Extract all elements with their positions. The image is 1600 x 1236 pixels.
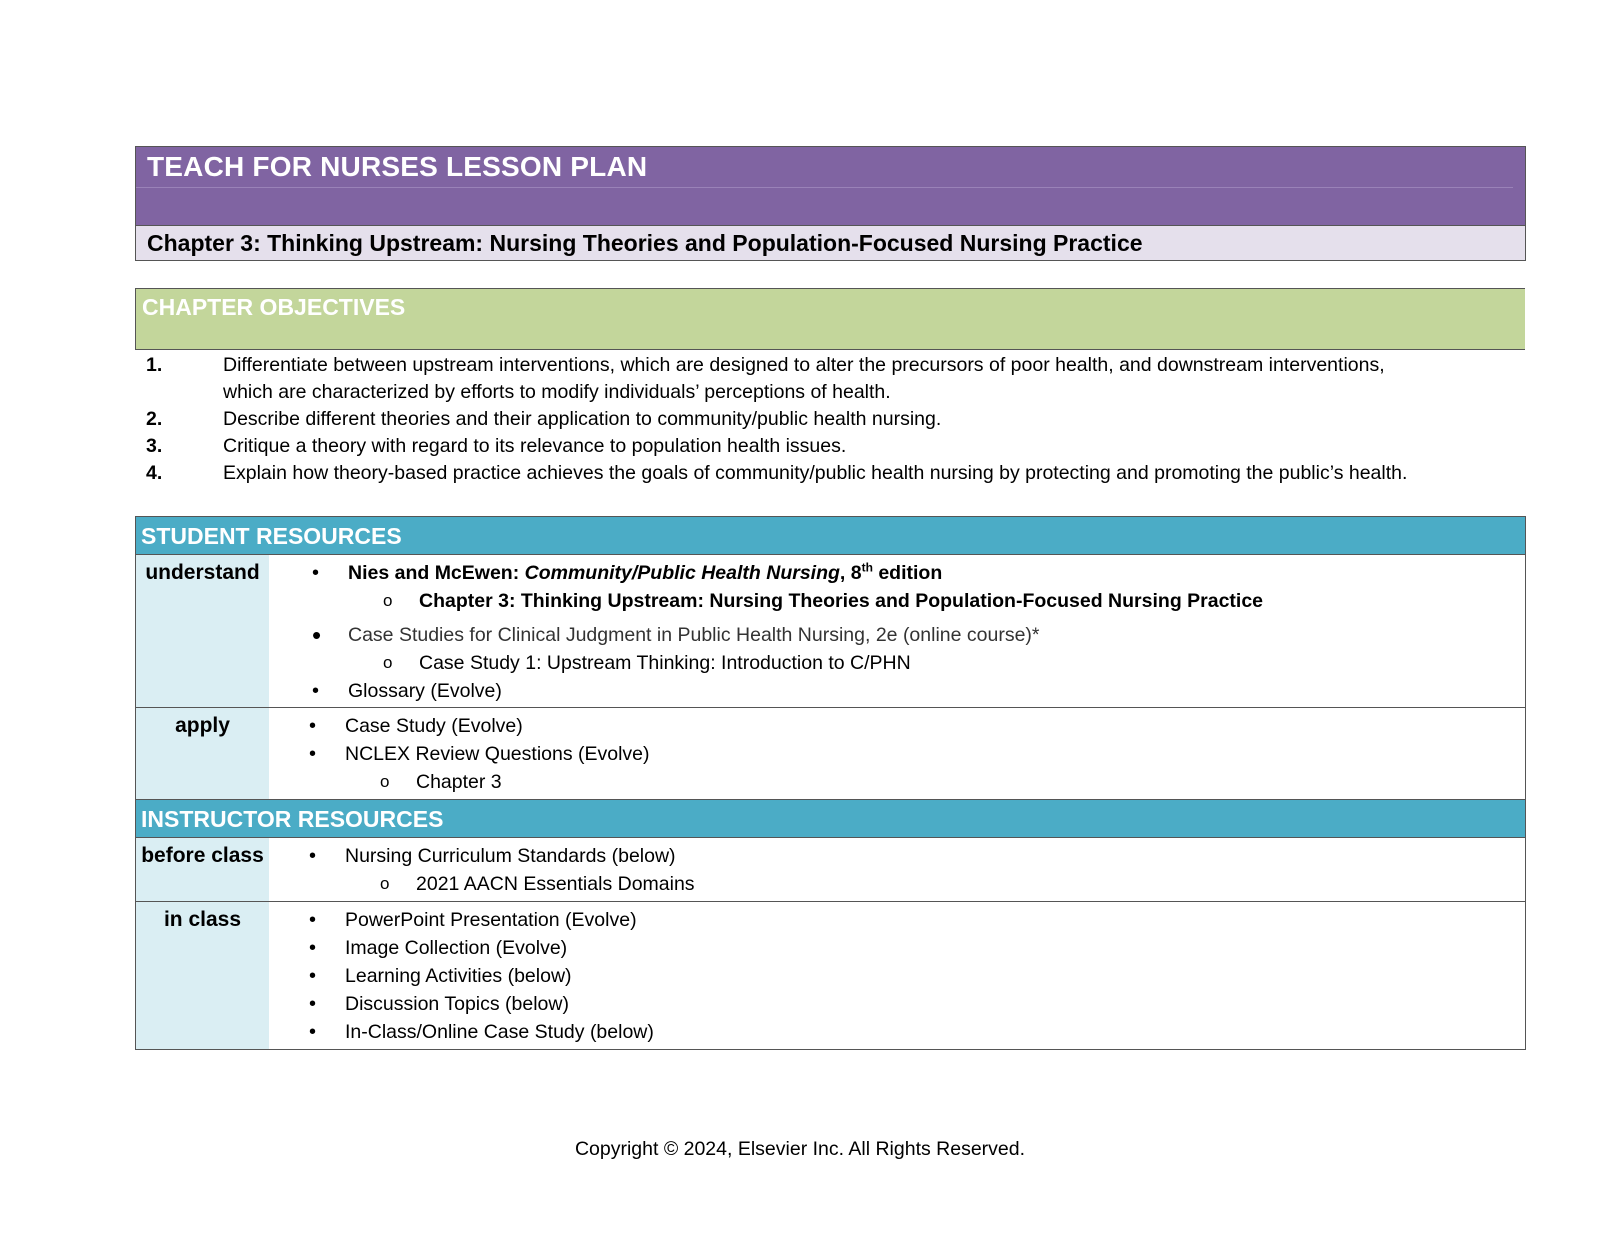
bullet-icon: • [309, 937, 317, 959]
bullet-icon: • [309, 845, 317, 867]
list-item [269, 768, 1525, 796]
chapter-reference: Chapter 3: Thinking Upstream: Nursing Theories and Population-Focused Nursing Practice [419, 590, 1264, 612]
objective-item [135, 460, 1525, 487]
objective-text: Describe different theories and their application to community/public health nursing. [223, 408, 942, 430]
list-item [269, 740, 1525, 768]
list-item [269, 712, 1525, 740]
list-item [269, 906, 1525, 934]
in-class-item: Discussion Topics (below) [345, 993, 569, 1015]
in-class-item: In-Class/Online Case Study (below) [345, 1021, 654, 1043]
nclex-chapter: Chapter 3 [416, 771, 502, 793]
resource-content [269, 555, 1525, 707]
edition-superscript: th [861, 560, 873, 575]
textbook-edition: , 8 [839, 562, 862, 584]
list-item [269, 559, 1525, 587]
in-class-item: Learning Activities (below) [345, 965, 572, 987]
list-item [269, 621, 1525, 649]
copyright-footer: Copyright © 2024, Elsevier Inc. All Rights Reserved. [574, 1138, 1026, 1160]
chapter-title: Chapter 3: Thinking Upstream: Nursing Theories and Population-Focused Nursing Practice [147, 230, 1143, 256]
list-item [269, 587, 1525, 615]
student-resources-header [136, 517, 1525, 555]
resource-label: before class [136, 838, 269, 901]
objective-item [135, 406, 1525, 433]
sub-bullet-icon: o [380, 772, 390, 791]
objective-text: Critique a theory with regard to its relevance to population health issues. [223, 435, 847, 457]
objectives-list [135, 352, 1525, 487]
objective-number: 1. [146, 354, 163, 376]
page-title: TEACH FOR NURSES LESSON PLAN [147, 151, 648, 182]
header-subtitle-bar [136, 225, 1525, 260]
instructor-resources-title: INSTRUCTOR RESOURCES [141, 806, 444, 832]
list-item [269, 990, 1525, 1018]
instructor-resources-header [136, 800, 1525, 838]
lesson-plan-header [135, 146, 1526, 261]
aacn-domains: 2021 AACN Essentials Domains [416, 873, 695, 895]
list-item [269, 962, 1525, 990]
glossary-link: Glossary (Evolve) [348, 680, 502, 702]
list-item [269, 842, 1525, 870]
bullet-icon: • [309, 1021, 317, 1043]
bullet-icon: • [312, 620, 322, 650]
bullet-icon: • [309, 965, 317, 987]
list-item [269, 934, 1525, 962]
objective-number: 3. [146, 435, 163, 457]
bullet-icon: • [309, 715, 317, 737]
list-item [269, 677, 1525, 705]
bullet-icon: • [309, 909, 317, 931]
resource-content [269, 838, 1525, 901]
list-item [269, 649, 1525, 677]
bullet-icon: • [309, 743, 317, 765]
list-item [269, 870, 1525, 898]
resource-label: understand [136, 555, 269, 707]
resource-content [269, 902, 1525, 1049]
list-item [269, 1018, 1525, 1046]
objective-item [135, 433, 1525, 460]
in-class-item: Image Collection (Evolve) [345, 937, 568, 959]
sub-bullet-icon: o [380, 874, 390, 893]
case-study-evolve: Case Study (Evolve) [345, 715, 523, 737]
resource-content [269, 708, 1525, 799]
student-resources-title: STUDENT RESOURCES [141, 523, 402, 549]
objective-number: 4. [146, 462, 163, 484]
objective-text: Differentiate between upstream interventions, which are designed to alter the precursors of poor health, and downstream interventions, which are characterized by efforts to modify individuals’ perceptions of health. [223, 354, 1385, 403]
bullet-icon: • [312, 680, 320, 702]
case-studies-course: Case Studies for Clinical Judgment in Public Health Nursing, 2e (online course)* [348, 624, 1040, 646]
header-title-bar [136, 147, 1525, 225]
textbook-edition-suffix: edition [872, 562, 943, 584]
resource-label: apply [136, 708, 269, 799]
lesson-plan-page [135, 146, 1525, 1050]
resources-table [135, 516, 1526, 1050]
nclex-questions: NCLEX Review Questions (Evolve) [345, 743, 650, 765]
resource-row-in-class [136, 902, 1525, 1049]
textbook-title: Community/Public Health Nursing [524, 562, 840, 584]
resource-row-apply [136, 708, 1525, 800]
sub-bullet-icon: o [383, 591, 393, 610]
objectives-header [135, 288, 1525, 350]
textbook-authors: Nies and McEwen: [348, 562, 525, 584]
curriculum-standards: Nursing Curriculum Standards (below) [345, 845, 676, 867]
sub-bullet-icon: o [383, 653, 393, 672]
case-study-1: Case Study 1: Upstream Thinking: Introduction to C/PHN [419, 652, 911, 674]
bullet-icon: • [312, 562, 320, 584]
resource-label: in class [136, 902, 269, 1049]
objective-number: 2. [146, 408, 163, 430]
header-divider [136, 187, 1513, 188]
objectives-title: CHAPTER OBJECTIVES [142, 294, 406, 320]
resource-row-understand [136, 555, 1525, 708]
bullet-icon: • [309, 993, 317, 1015]
resource-row-before-class [136, 838, 1525, 902]
objective-text: Explain how theory-based practice achieves the goals of community/public health nursing by protecting and promoting the public’s health. [223, 462, 1408, 484]
in-class-item: PowerPoint Presentation (Evolve) [345, 909, 637, 931]
textbook-reference [348, 559, 942, 587]
objective-item [135, 352, 1525, 406]
